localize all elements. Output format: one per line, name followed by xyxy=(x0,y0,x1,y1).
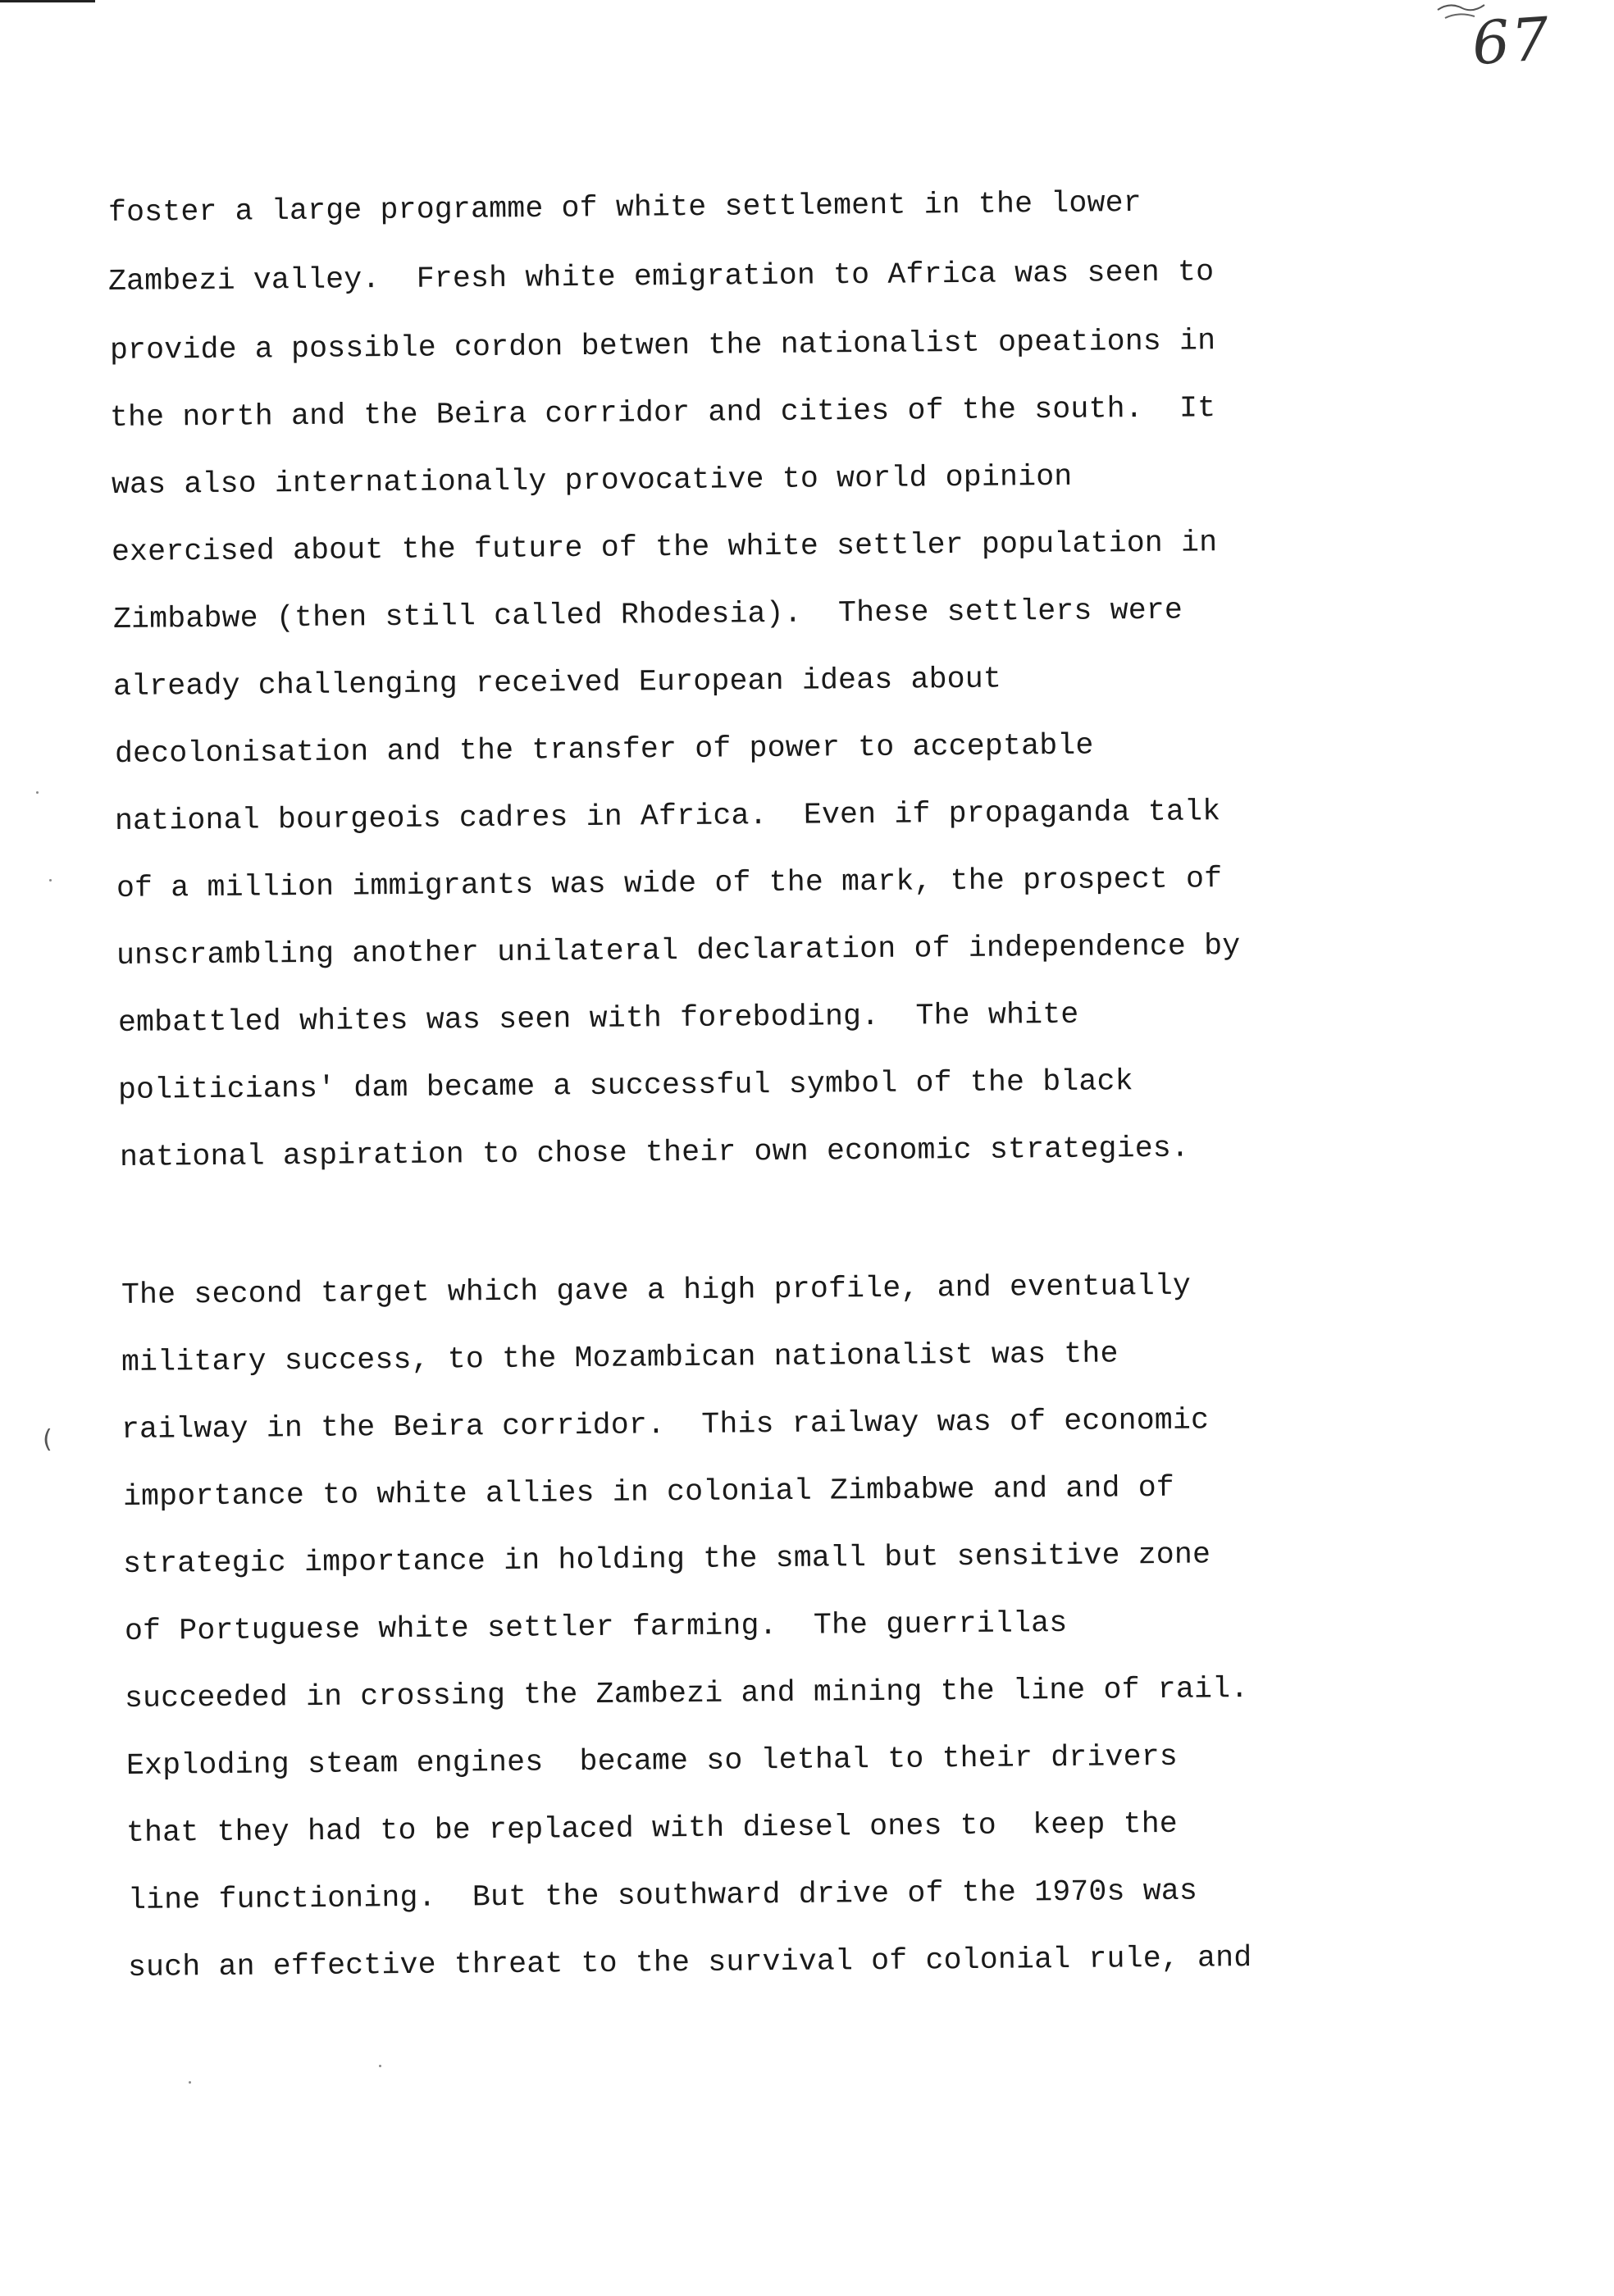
text-line: provide a possible cordon betwen the nationalist opeations in xyxy=(109,324,1216,367)
handwritten-page-number: 67 xyxy=(1470,3,1553,79)
margin-parenthesis-mark: ( xyxy=(43,1425,52,1454)
text-line: Zambezi valley. Fresh white emigration to Africa was seen to xyxy=(107,255,1215,298)
text-line: the north and the Beira corridor and cities of the south. It xyxy=(109,391,1216,435)
text-line: of a million immigrants was wide of the mark, the prospect of xyxy=(116,862,1223,905)
text-line: Exploding steam engines became so lethal to their drivers xyxy=(125,1739,1179,1783)
text-line: of Portuguese white settler farming. The guerrillas xyxy=(124,1606,1068,1648)
text-line: succeeded in crossing the Zambezi and mining the line of rail. xyxy=(124,1672,1249,1715)
text-line: line functioning. But the southward drive of the 1970s was xyxy=(127,1874,1198,1917)
text-line: railway in the Beira corridor. This railway was of economic xyxy=(121,1403,1210,1446)
scan-speck xyxy=(379,2065,381,2067)
text-line: unscrambling another unilateral declaration of independence by xyxy=(116,929,1241,973)
text-line: military success, to the Mozambican nationalist was the xyxy=(121,1337,1119,1379)
text-line: national bourgeois cadres in Africa. Even if propaganda talk xyxy=(114,795,1221,838)
scan-speck xyxy=(189,2081,191,2084)
text-line: decolonisation and the transfer of power to acceptable xyxy=(114,728,1094,771)
text-line: foster a large programme of white settlement in the lower xyxy=(107,185,1142,230)
text-line: importance to white allies in colonial Zimbabwe and and of xyxy=(122,1470,1175,1514)
scan-speck xyxy=(49,879,52,882)
text-line: Zimbabwe (then still called Rhodesia). These settlers were xyxy=(112,593,1183,636)
scan-speck xyxy=(36,791,39,794)
text-line: strategic importance in holding the small but sensitive zone xyxy=(122,1538,1211,1581)
text-line: national aspiration to chose their own economic strategies. xyxy=(119,1131,1190,1174)
text-line: embattled whites was seen with foreboding. The white xyxy=(117,997,1079,1040)
text-line: politicians' dam became a successful symbol of the black xyxy=(117,1064,1133,1107)
text-line: exercised about the future of the white settler population in xyxy=(111,526,1218,569)
text-line: The second target which gave a high profile, and eventually xyxy=(121,1269,1192,1312)
text-line: such an effective threat to the survival of colonial rule, and xyxy=(127,1941,1252,1984)
top-edge-rule xyxy=(0,0,95,2)
text-line: was also internationally provocative to world opinion xyxy=(111,459,1073,502)
text-line: already challenging received European ideas about xyxy=(112,662,1002,704)
text-line: that they had to be replaced with diesel ones to keep the xyxy=(125,1806,1179,1850)
